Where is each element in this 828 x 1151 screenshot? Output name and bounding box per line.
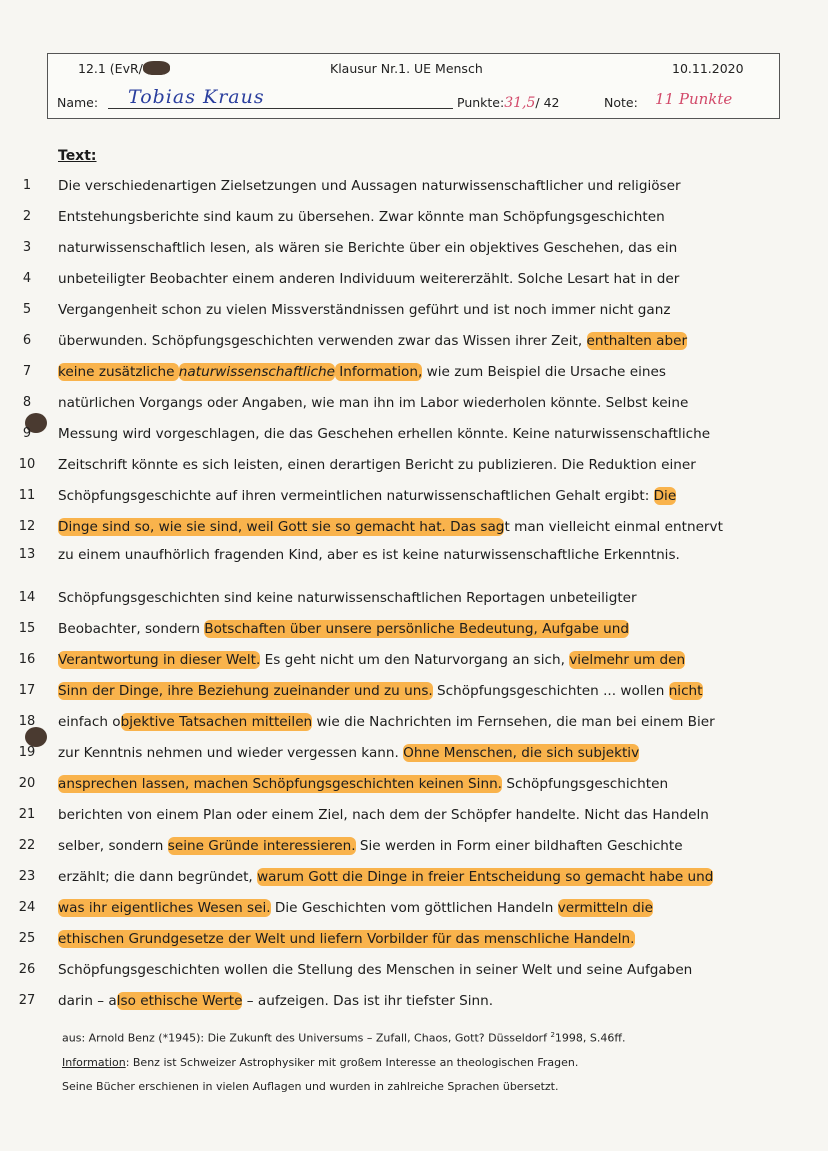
text-line xyxy=(0,616,828,642)
text-segment: Entstehungsberichte sind kaum zu übersehen. Zwar könnte man Schöpfungsgeschichten xyxy=(58,209,665,225)
line-number: 26 xyxy=(18,962,36,977)
text-line xyxy=(0,709,828,735)
points-max: / 42 xyxy=(535,95,560,110)
text-segment: Sie werden in Form einer bildhaften Geschichte xyxy=(355,838,683,854)
highlighted-passage: Sinn der Dinge, ihre Beziehung zueinander und zu uns. xyxy=(58,683,433,699)
text-segment: Beobachter, sondern xyxy=(58,621,205,637)
points-value-handwritten: 31,5 xyxy=(504,95,536,111)
text-segment: einfach o xyxy=(58,714,121,730)
line-number: 17 xyxy=(18,683,36,698)
text-segment: – aufzeigen. Das ist ihr tiefster Sinn. xyxy=(242,993,494,1009)
line-number: 14 xyxy=(18,590,36,605)
line-number: 24 xyxy=(18,900,36,915)
course-label: 12.1 (EvR/ xyxy=(78,61,143,76)
text-line xyxy=(0,585,828,611)
grade-value-handwritten: 11 Punkte xyxy=(655,90,733,108)
text-segment: Messung wird vorgeschlagen, die das Geschehen erhellen könnte. Keine naturwissenschaftliche xyxy=(58,426,711,442)
line-number: 21 xyxy=(18,807,36,822)
line-number: 12 xyxy=(18,519,36,534)
text-segment: selber, sondern xyxy=(58,838,168,854)
line-text xyxy=(58,926,635,952)
text-line xyxy=(0,957,828,983)
student-name-handwritten: Tobias Kraus xyxy=(128,86,265,108)
line-text xyxy=(58,647,685,673)
line-text xyxy=(58,266,679,292)
line-text xyxy=(58,957,692,983)
text-line xyxy=(0,390,828,416)
line-text xyxy=(58,204,665,230)
line-text xyxy=(58,297,670,323)
text-segment: Zeitschrift könnte es sich leisten, einen derartigen Bericht zu publizieren. Die Reduktion einer xyxy=(58,457,696,473)
line-text xyxy=(58,235,677,261)
text-line xyxy=(0,266,828,292)
text-segment: berichten von einem Plan oder einem Ziel, nach dem der Schöpfer handelte. Nicht das Handeln xyxy=(58,807,709,823)
text-line xyxy=(0,678,828,704)
text-line xyxy=(0,421,828,447)
highlighted-passage: Information, xyxy=(334,364,423,380)
text-segment: wie zum Beispiel die Ursache eines xyxy=(422,364,666,380)
line-text xyxy=(58,740,639,766)
highlighted-passage: vielmehr um den xyxy=(569,652,686,668)
text-segment: unbeteiligter Beobachter einem anderen Individuum weitererzählt. Solche Lesart hat in der xyxy=(58,271,680,287)
source-edition-sup: 2 xyxy=(550,1031,555,1039)
information-label: Information xyxy=(62,1056,126,1069)
text-line xyxy=(0,204,828,230)
text-line xyxy=(0,452,828,478)
highlighted-passage: Ohne Menschen, die sich subjektiv xyxy=(403,745,640,761)
line-number: 1 xyxy=(22,178,32,193)
author-information xyxy=(62,1056,578,1069)
line-number: 13 xyxy=(18,547,36,562)
highlighted-passage: vermitteln die xyxy=(557,900,654,916)
source-citation-text: aus: Arnold Benz (*1945): Die Zukunft des Universums – Zufall, Chaos, Gott? Düsseldorf xyxy=(62,1031,551,1045)
text-line xyxy=(0,359,828,385)
line-text xyxy=(58,359,666,385)
line-text xyxy=(58,802,709,828)
line-number: 4 xyxy=(22,271,32,286)
author-information-line2: Seine Bücher erschienen in vielen Auflagen und wurden in zahlreiche Sprachen übersetzt. xyxy=(62,1080,559,1093)
points-label-text: Punkte: xyxy=(457,95,505,110)
line-number: 9 xyxy=(22,426,32,441)
line-text xyxy=(58,895,653,921)
line-number: 19 xyxy=(18,745,36,760)
line-text xyxy=(58,421,710,447)
highlighted-passage: seine Gründe interessieren. xyxy=(167,838,356,854)
highlighted-passage: bjektive Tatsachen mitteilen xyxy=(120,714,313,730)
line-text xyxy=(58,585,637,611)
text-segment: überwunden. Schöpfungsgeschichten verwenden zwar das Wissen ihrer Zeit, xyxy=(58,333,587,349)
line-number: 22 xyxy=(18,838,36,853)
line-number: 5 xyxy=(22,302,32,317)
text-section-title: Text: xyxy=(58,148,97,164)
text-line xyxy=(0,647,828,673)
line-text xyxy=(58,833,683,859)
highlighted-passage: keine zusätzliche xyxy=(58,364,179,380)
line-number: 20 xyxy=(18,776,36,791)
text-segment: Schöpfungsgeschichte auf ihren vermeintlichen naturwissenschaftlichen Gehalt ergibt: xyxy=(58,488,654,504)
text-segment: Schöpfungsgeschichten ... wollen xyxy=(432,683,669,699)
text-line xyxy=(0,235,828,261)
highlighted-passage: ethischen Grundgesetze der Welt und liefern Vorbilder für das menschliche Handeln. xyxy=(58,931,635,947)
text-segment: natürlichen Vorgangs oder Angaben, wie man ihn im Labor wiederholen könnte. Selbst keine xyxy=(58,395,689,411)
text-segment: Es geht nicht um den Naturvorgang an sich, xyxy=(260,652,570,668)
source-citation-end: 1998, S.46ff. xyxy=(554,1031,626,1045)
text-segment: Schöpfungsgeschichten wollen die Stellung des Menschen in seiner Welt und seine Aufgaben xyxy=(58,962,693,978)
highlighted-passage: Dinge sind so, wie sie sind, weil Gott sie so gemacht hat. Das sag xyxy=(58,519,505,535)
text-segment: Die Geschichten vom göttlichen Handeln xyxy=(270,900,558,916)
text-segment: naturwissenschaftlich lesen, als wären sie Berichte über ein objektives Geschehen, das ein xyxy=(58,240,678,256)
line-text xyxy=(58,864,713,890)
points-label xyxy=(457,95,559,111)
text-segment: zu einem unaufhörlich fragenden Kind, aber es ist keine naturwissenschaftliche Erkenntnis. xyxy=(58,547,680,563)
grade-label: Note: xyxy=(604,95,638,110)
line-number: 10 xyxy=(18,457,36,472)
source-citation xyxy=(62,1031,625,1045)
highlighted-passage: naturwissenschaftliche xyxy=(178,364,335,380)
text-line xyxy=(0,740,828,766)
text-line xyxy=(0,542,828,568)
text-line xyxy=(0,173,828,199)
highlighted-passage: Die xyxy=(653,488,677,504)
line-number: 23 xyxy=(18,869,36,884)
text-line xyxy=(0,514,828,540)
text-line xyxy=(0,297,828,323)
line-number: 27 xyxy=(18,993,36,1008)
text-segment: Die verschiedenartigen Zielsetzungen und Aussagen naturwissenschaftlicher und religiöser xyxy=(58,178,681,194)
text-segment: erzählt; die dann begründet, xyxy=(58,869,258,885)
highlighted-passage: nicht xyxy=(668,683,703,699)
line-text xyxy=(58,616,629,642)
text-line xyxy=(0,895,828,921)
line-number: 18 xyxy=(18,714,36,729)
text-segment: darin – a xyxy=(58,993,117,1009)
name-label: Name: xyxy=(57,95,99,110)
line-number: 25 xyxy=(18,931,36,946)
ink-smudge-course xyxy=(143,61,170,75)
line-number: 3 xyxy=(22,240,32,255)
highlighted-passage: enthalten aber xyxy=(586,333,688,349)
text-segment: wie die Nachrichten im Fernsehen, die man bei einem Bier xyxy=(312,714,715,730)
text-line xyxy=(0,833,828,859)
text-line xyxy=(0,864,828,890)
text-segment: Schöpfungsgeschichten sind keine naturwissenschaftlichen Reportagen unbeteiligter xyxy=(58,590,637,606)
line-text xyxy=(58,988,493,1014)
line-text xyxy=(58,514,723,540)
line-text xyxy=(58,483,676,509)
text-line xyxy=(0,771,828,797)
exam-date: 10.11.2020 xyxy=(672,61,744,76)
highlighted-passage: warum Gott die Dinge in freier Entscheidung so gemacht habe und xyxy=(257,869,714,885)
line-text xyxy=(58,771,668,797)
line-number: 11 xyxy=(18,488,36,503)
line-number: 8 xyxy=(22,395,32,410)
text-segment: Schöpfungsgeschichten xyxy=(502,776,669,792)
line-text xyxy=(58,452,696,478)
text-segment: Vergangenheit schon zu vielen Missverständnissen geführt und ist noch immer nicht ganz xyxy=(58,302,671,318)
text-line xyxy=(0,802,828,828)
highlighted-passage: lso ethische Werte xyxy=(116,993,243,1009)
line-number: 6 xyxy=(22,333,32,348)
text-segment: t man vielleicht einmal entnervt xyxy=(504,519,723,535)
line-text xyxy=(58,390,688,416)
line-text xyxy=(58,678,703,704)
line-text xyxy=(58,542,680,568)
highlighted-passage: Botschaften über unsere persönliche Bedeutung, Aufgabe und xyxy=(204,621,629,637)
text-line xyxy=(0,483,828,509)
highlighted-passage: was ihr eigentliches Wesen sei. xyxy=(58,900,271,916)
highlighted-passage: Verantwortung in dieser Welt. xyxy=(58,652,261,668)
text-line xyxy=(0,988,828,1014)
highlighted-passage: ansprechen lassen, machen Schöpfungsgeschichten keinen Sinn. xyxy=(58,776,503,792)
text-segment: zur Kenntnis nehmen und wieder vergessen kann. xyxy=(58,745,404,761)
text-line xyxy=(0,926,828,952)
name-underline xyxy=(108,108,453,109)
line-number: 7 xyxy=(22,364,32,379)
exam-title: Klausur Nr.1. UE Mensch xyxy=(330,61,483,76)
line-text xyxy=(58,328,687,354)
line-number: 16 xyxy=(18,652,36,667)
line-text xyxy=(58,173,681,199)
line-number: 2 xyxy=(22,209,32,224)
text-line xyxy=(0,328,828,354)
line-text xyxy=(58,709,715,735)
information-text: : Benz ist Schweizer Astrophysiker mit großem Interesse an theologischen Fragen. xyxy=(125,1056,579,1069)
line-number: 15 xyxy=(18,621,36,636)
